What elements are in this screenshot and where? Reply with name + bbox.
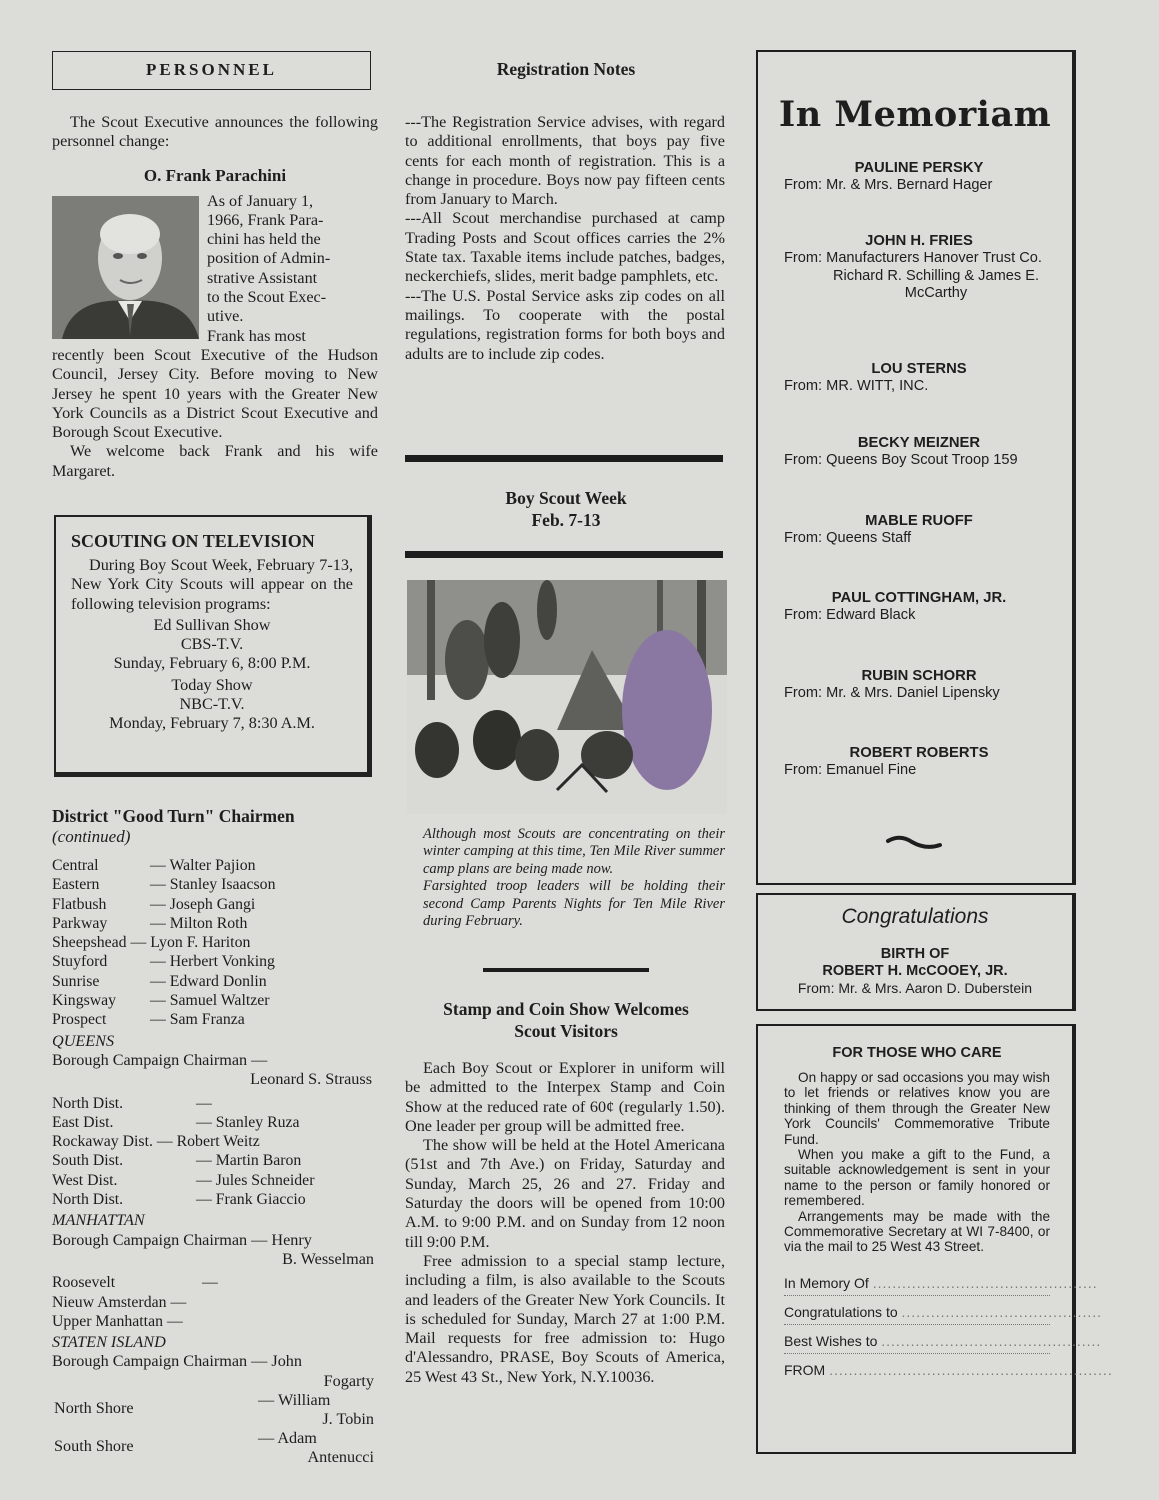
wrap-line: As of January 1,: [207, 191, 314, 210]
form-dotted-field: [784, 1324, 1050, 1325]
district-row: [52, 1151, 378, 1170]
chairman-name: — Stanley Ruza: [196, 1113, 300, 1131]
chairman-name: — Stanley Isaacson: [150, 876, 276, 894]
wrap-line: chini has held the: [207, 230, 321, 249]
show-name: Today Show: [171, 675, 253, 694]
district-name: Rockaway Dist.: [52, 1133, 153, 1151]
district-row: [52, 1312, 378, 1331]
chairman-name: — Sam Franza: [150, 1011, 245, 1029]
chairman-name: —: [170, 1293, 187, 1311]
district-name: West Dist.: [52, 1171, 118, 1189]
divider-rule: [405, 455, 723, 462]
district-name: Flatbush: [52, 895, 107, 913]
ornament-swash: [886, 836, 942, 850]
memoriam-name: MABLE RUOFF: [865, 513, 973, 529]
memoriam-name: BECKY MEIZNER: [857, 435, 981, 451]
wrap-line: strative Assistant: [207, 268, 318, 287]
personnel-para2: recently been Scout Executive of the Hudson Council, Jersey City. Before moving to New Jersey he spent 10 years with the Greater New York Councils as a District Scout Executive and Borough Scout Executive.: [52, 345, 378, 442]
care-p1: On happy or sad occasions you may wish to let friends or relatives know you are thinking of them through the Greater New York Councils' Commemorative Tribute Fund.: [784, 1070, 1050, 1147]
memoriam-from-cont: Richard R. Schilling & James E. McCarthy: [832, 267, 1039, 301]
personnel-welcome: We welcome back Frank and his wife Margaret.: [52, 442, 378, 480]
district-name: North Dist.: [52, 1191, 124, 1209]
memoriam-entry: [784, 160, 1054, 195]
form-dotted-field: ..............................................: [872, 1274, 1098, 1291]
camping-scene-illustration: [407, 580, 727, 814]
memoriam-entry: [784, 233, 1054, 302]
staten-chair: Borough Campaign Chairman — John: [52, 1352, 302, 1371]
caption-p1: Although most Scouts are concentrating on their winter camping at this time, Ten Mile River summer camp plans are being made now.: [423, 826, 725, 877]
district-name: Sheepshead: [52, 934, 127, 952]
chairman-name: —: [166, 1312, 183, 1330]
form-in-memory-of[interactable]: [784, 1274, 1098, 1291]
district-name: Roosevelt: [52, 1274, 116, 1292]
district-row: [52, 1010, 378, 1029]
manhattan-label: MANHATTAN: [52, 1211, 145, 1230]
care-p2: When you make a gift to the Fund, a suitable acknowledgement is sent in your name to the person or family honored or remembered.: [784, 1147, 1050, 1209]
districts-section: [52, 806, 378, 1467]
memoriam-name: PAUL COTTINGHAM, JR.: [831, 590, 1007, 606]
chairman-name: — Milton Roth: [150, 914, 248, 932]
districts-subtitle: (continued): [52, 827, 131, 846]
chairman-name: — Adam: [258, 1429, 317, 1448]
tv-intro: During Boy Scout Week, February 7-13, New York City Scouts will appear on the following television programs:: [71, 556, 353, 613]
form-label: Best Wishes to: [784, 1332, 878, 1349]
tv-box: [54, 515, 372, 777]
scout-week-title: Boy Scout Week: [505, 488, 627, 508]
staten-chair-name: Fogarty: [323, 1371, 374, 1390]
congratulations-title: Congratulations: [841, 905, 989, 928]
winter-camping-photo: [407, 580, 727, 814]
registration-note-2: ---All Scout merchandise purchased at camp Trading Posts and Scout offices carries the 2% State tax. Taxable items include patches, badges, neckerchiefs, slides, merit badge pamphlets, etc.: [405, 209, 725, 286]
district-name: Prospect: [52, 1011, 107, 1029]
divider-rule: [405, 551, 723, 558]
district-row: [52, 933, 378, 952]
chairman-name-cont: Antenucci: [307, 1448, 374, 1467]
show-name: Ed Sullivan Show: [153, 615, 271, 634]
district-row: [52, 1273, 378, 1292]
form-best-wishes-to[interactable]: [784, 1332, 1102, 1349]
registration-note-1: ---The Registration Service advises, with regard to additional enrollments, that boys pay five cents for each month of registration. This is a change in procedure. Boys now pay fifteen cents from January to March.: [405, 113, 725, 209]
district-name: North Dist.: [52, 1094, 124, 1112]
care-p3: Arrangements may be made with the Commemorative Secretary at WI 7-8400, or via the mail to 25 West 43 Street.: [784, 1208, 1050, 1255]
wrap-line: to the Scout Exec-: [207, 288, 327, 307]
chairman-name: —: [196, 1094, 212, 1112]
district-name: Parkway: [52, 914, 108, 932]
form-from[interactable]: [784, 1361, 1113, 1378]
memoriam-entry: [784, 435, 1054, 470]
district-row: [52, 895, 378, 914]
memoriam-from: From: Mr. & Mrs. Bernard Hager: [784, 177, 993, 194]
district-row: [52, 1171, 378, 1190]
stamp-show-p2: The show will be held at the Hotel Americana (51st and 7th Ave.) on Friday, Saturday and Sunday, March 25, 26 and 27. Friday and Saturday the doors will be opened from 10:00 A.M. to 9:00 P.M. and on Sunday from 12 noon till 9:00 P.M.: [405, 1136, 725, 1251]
chairman-name: — Joseph Gangi: [150, 895, 256, 913]
stamp-show-p3: Free admission to a special stamp lecture, including a film, is also available to the Scouts and leaders of the Greater New York Councils. It is scheduled for Sunday, March 27 at 1:00 P.M. Mail requests for free admission to: Hugo d'Alessandro, PRASE, Boy Scouts of America, 25 West 43 St., New York, N.Y.10036.: [405, 1251, 725, 1386]
chairman-name: — Lyon F. Hariton: [130, 934, 251, 952]
district-name: Kingsway: [52, 992, 117, 1010]
photo-caption: [423, 826, 725, 930]
district-row: [52, 875, 378, 894]
manhattan-table: [52, 1273, 378, 1331]
district-row: [52, 1094, 378, 1113]
tv-title: SCOUTING ON TELEVISION: [71, 531, 315, 551]
manhattan-chair: Borough Campaign Chairman — Henry: [52, 1230, 312, 1249]
south-shore-row: [52, 1429, 378, 1467]
memoriam-from: From: Mr. & Mrs. Daniel Lipensky: [784, 685, 1000, 702]
form-label: Congratulations to: [784, 1303, 898, 1320]
district-row: [52, 972, 378, 991]
form-dotted-field: ..........................................................: [829, 1361, 1113, 1378]
chairman-name: — Walter Pajion: [150, 857, 256, 874]
queens-table: [52, 1094, 378, 1210]
chairman-name: — Edward Donlin: [150, 972, 267, 990]
congratulations-from: From: Mr. & Mrs. Aaron D. Duberstein: [797, 980, 1033, 996]
chairman-name: — Martin Baron: [196, 1152, 302, 1170]
chairman-name: — Jules Schneider: [196, 1171, 315, 1189]
chairman-name: — Samuel Waltzer: [150, 992, 270, 1010]
personnel-body: [52, 192, 378, 346]
district-name: South Shore: [54, 1437, 134, 1456]
memoriam-entry: [784, 361, 1054, 396]
memoriam-entry: [784, 668, 1054, 703]
form-dotted-field: .........................................: [901, 1303, 1103, 1320]
memoriam-name: PAULINE PERSKY: [854, 160, 984, 176]
stamp-show-body: [405, 1059, 725, 1387]
show-network: NBC-T.V.: [179, 695, 245, 714]
for-those-who-care-box: [756, 1024, 1113, 1454]
care-title: FOR THOSE WHO CARE: [832, 1045, 1002, 1061]
memoriam-entry: [784, 513, 1054, 548]
staten-label: STATEN ISLAND: [52, 1333, 166, 1352]
chairman-name: — Robert Weitz: [156, 1133, 260, 1151]
memoriam-box: [756, 50, 1076, 885]
registration-notes: [405, 113, 725, 364]
memoriam-from: From: Queens Boy Scout Troop 159: [784, 452, 1018, 469]
district-row: [52, 952, 378, 971]
queens-chair-name: Leonard S. Strauss: [250, 1070, 372, 1089]
district-name: Sunrise: [52, 972, 100, 990]
tv-show-1: [71, 616, 353, 674]
memoriam-name: ROBERT ROBERTS: [849, 745, 989, 761]
form-label: FROM: [784, 1361, 826, 1378]
chairman-name-cont: J. Tobin: [322, 1410, 374, 1429]
registration-title: Registration Notes: [496, 59, 636, 79]
district-name: Eastern: [52, 876, 100, 894]
wrap-line: Frank has most: [207, 326, 306, 345]
personnel-intro: The Scout Executive announces the following personnel change:: [52, 113, 378, 151]
district-name: North Shore: [54, 1399, 134, 1418]
portrait-photo: [52, 196, 199, 339]
queens-label: QUEENS: [52, 1031, 115, 1050]
divider-rule: [483, 968, 649, 972]
show-time: Sunday, February 6, 8:00 P.M.: [113, 654, 311, 673]
memoriam-entry: [784, 590, 1054, 625]
chairman-name: — Herbert Vonking: [150, 953, 275, 971]
chairman-name: —: [202, 1274, 218, 1292]
district-name: Nieuw Amsterdan: [52, 1293, 167, 1311]
brooklyn-table: [52, 856, 378, 1030]
district-row: [52, 914, 378, 933]
district-name: Stuyford: [52, 953, 108, 971]
memoriam-from: From: Queens Staff: [784, 530, 912, 547]
district-row: [52, 991, 378, 1010]
district-row: [52, 856, 378, 875]
form-dotted-field: .............................................: [881, 1332, 1102, 1349]
memoriam-from: From: Manufacturers Hanover Trust Co.: [784, 250, 1042, 267]
memoriam-name: JOHN H. FRIES: [865, 233, 973, 249]
manhattan-chair-name: B. Wesselman: [282, 1249, 374, 1268]
district-row: [52, 1190, 378, 1209]
district-row: [52, 1132, 378, 1151]
district-name: South Dist.: [52, 1152, 124, 1170]
congratulations-box: [756, 893, 1076, 1011]
queens-chair: Borough Campaign Chairman —: [52, 1050, 268, 1069]
tv-show-2: [71, 676, 353, 734]
wrap-line: utive.: [207, 307, 244, 326]
congratulations-line2: ROBERT H. McCOOEY, JR.: [822, 963, 1008, 979]
personnel-header: PERSONNEL: [52, 51, 371, 90]
congratulations-line1: BIRTH OF: [880, 946, 950, 962]
scout-week-dates: Feb. 7-13: [531, 510, 601, 530]
wrap-line: 1966, Frank Para-: [207, 210, 324, 229]
districts-title: District "Good Turn" Chairmen: [52, 806, 295, 826]
stamp-show-title-2: Scout Visitors: [514, 1021, 618, 1041]
wrap-line: position of Admin-: [207, 249, 331, 268]
north-shore-row: [52, 1391, 378, 1429]
district-row: [52, 1113, 378, 1132]
district-name: Central: [52, 857, 99, 874]
portrait-illustration: [52, 196, 199, 339]
show-network: CBS-T.V.: [180, 635, 244, 654]
chairman-name: — Frank Giaccio: [196, 1191, 306, 1209]
memoriam-from: From: Edward Black: [784, 607, 916, 624]
personnel-article: [52, 113, 378, 481]
district-name: Upper Manhattan: [52, 1312, 163, 1330]
personnel-name: O. Frank Parachini: [143, 165, 287, 185]
form-congratulations-to[interactable]: [784, 1303, 1103, 1320]
chairman-name: — William: [258, 1391, 331, 1410]
form-label: In Memory Of: [784, 1274, 869, 1291]
stamp-show-title-1: Stamp and Coin Show Welcomes: [443, 999, 689, 1019]
memoriam-name: LOU STERNS: [871, 361, 967, 377]
show-time: Monday, February 7, 8:30 A.M.: [109, 714, 315, 733]
form-dotted-field: [784, 1353, 1050, 1354]
registration-note-3: ---The U.S. Postal Service asks zip codes on all mailings. To cooperate with the postal regulations, registration forms for both boys and adults are to include zip codes.: [405, 286, 725, 363]
caption-p2: Farsighted troop leaders will be holding their second Camp Parents Nights for Ten Mile River during February.: [423, 878, 725, 930]
memoriam-title: In Memoriam: [778, 94, 1052, 135]
stamp-show-p1: Each Boy Scout or Explorer in uniform will be admitted to the Interpex Stamp and Coin Show at the reduced rate of 60¢ (regularly 1.50). One leader per group will be admitted free.: [405, 1059, 725, 1135]
district-row: [52, 1293, 378, 1312]
memoriam-name: RUBIN SCHORR: [861, 668, 977, 684]
memoriam-from: From: MR. WITT, INC.: [784, 378, 929, 395]
form-dotted-field: [784, 1295, 1050, 1296]
district-name: East Dist.: [52, 1113, 114, 1131]
memoriam-entry: [784, 745, 1054, 780]
memoriam-from: From: Emanuel Fine: [784, 762, 917, 779]
